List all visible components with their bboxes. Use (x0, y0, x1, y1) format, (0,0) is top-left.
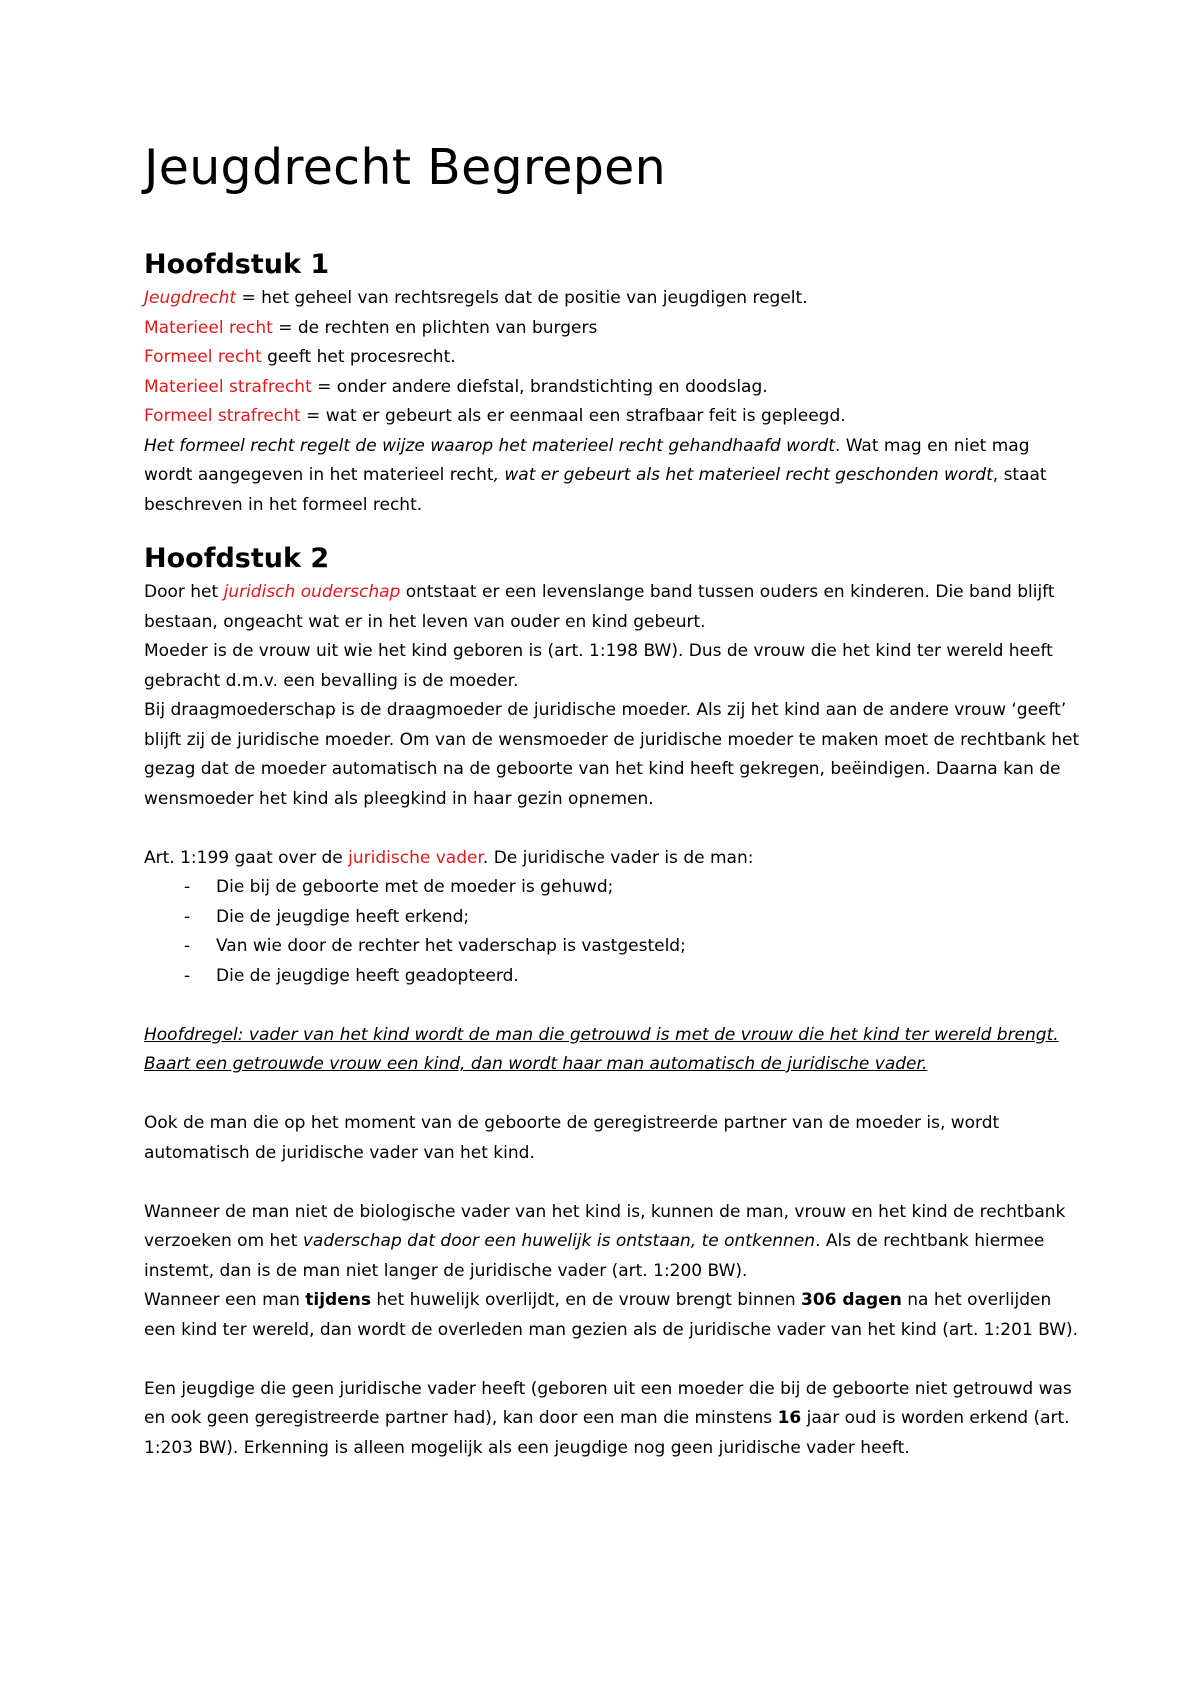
definition-formeel-recht: Formeel recht geeft het procesrecht. (144, 347, 456, 367)
term-jeugdrecht: Jeugdrecht (144, 288, 237, 308)
chapter-2-heading: Hoofdstuk 2 (144, 543, 330, 574)
paragraph-juridisch-ouderschap: Door het juridisch ouderschap ontstaat er een levenslange band tussen ouders en kinderen. Die band blijft bestaan, ongeacht wat er in het leven van ouder en kind gebeurt. (144, 582, 1055, 632)
list-item: - Die de jeugdige heeft erkend; (184, 906, 470, 927)
list-item: - Van wie door de rechter het vaderschap is vastgesteld; (184, 936, 686, 956)
vader-criteria-list (144, 873, 1080, 991)
paragraph-erkenning: Een jeugdige die geen juridische vader heeft (geboren uit een moeder die bij de geboorte niet getrouwd was en ook geen geregistreerde partner had), kan door een man die minstens 16 jaar oud is worden erkend (art. 1:203 BW). Erkenning is alleen mogelijk als een jeugdige nog geen juridische vader heeft. (144, 1378, 1072, 1458)
term-materieel-strafrecht: Materieel strafrecht (144, 376, 312, 397)
term-formeel-strafrecht: Formeel strafrecht (144, 406, 301, 426)
paragraph-moeder: Moeder is de vrouw uit wie het kind geboren is (art. 1:198 BW). Dus de vrouw die het kind ter wereld heeft gebracht d.m.v. een bevalling is de moeder. (144, 641, 1053, 691)
paragraph-geregistreerde-partner: Ook de man die op het moment van de geboorte de geregistreerde partner van de moeder is, wordt automatisch de juridische vader van het kind. (144, 1113, 1000, 1163)
paragraph-ontkenning-vaderschap: Wanneer de man niet de biologische vader van het kind is, kunnen de man, vrouw en het kind de rechtbank verzoeken om het vaderschap dat door een huwelijk is ontstaan, te ontkennen. Als de rechtbank hiermee instemt, dan is de man niet langer de juridische vader (art. 1:200 BW). (144, 1201, 1066, 1281)
term-juridische-vader: juridische vader (348, 847, 483, 868)
document-title: Jeugdrecht Begrepen (144, 139, 666, 196)
paragraph-draagmoederschap: Bij draagmoederschap is de draagmoeder de juridische moeder. Als zij het kind aan de andere vrouw ‘geeft’ blijft zij de juridische moeder. Om van de wensmoeder de juridische moeder te maken moet de rechtbank het gezag dat de moeder automatisch na de geboorte van het kind heeft gekregen, beëindigen. Daarna kan de wensmoeder het kind als pleegkind in haar gezin opnemen. (144, 700, 1080, 809)
hoofdregel-paragraph: Hoofdregel: vader van het kind wordt de man die getrouwd is met de vrouw die het kind ter wereld brengt. Baart een getrouwde vrouw een kind, dan wordt haar man automatisch de juridische vader. (144, 1024, 1059, 1074)
definition-jeugdrecht: Jeugdrecht = het geheel van rechtsregels dat de positie van jeugdigen regelt. (144, 288, 808, 308)
chapter-1-heading: Hoofdstuk 1 (144, 249, 330, 280)
definition-materieel-strafrecht: Materieel strafrecht = onder andere diefstal, brandstichting en doodslag. (144, 376, 768, 397)
term-materieel-recht: Materieel recht (144, 317, 273, 338)
term-formeel-recht: Formeel recht (144, 347, 262, 367)
paragraph-formeel-materieel: Het formeel recht regelt de wijze waarop het materieel recht gehandhaafd wordt. Wat mag en niet mag wordt aangegeven in het materieel recht, wat er gebeurt als het materieel recht geschonden wordt, staat beschreven in het formeel recht. (144, 435, 1047, 515)
list-item: - Die de jeugdige heeft geadopteerd. (184, 965, 519, 986)
paragraph-overlijden: Wanneer een man tijdens het huwelijk overlijdt, en de vrouw brengt binnen 306 dagen na het overlijden een kind ter wereld, dan wordt de overleden man gezien als de juridische vader van het kind (art. 1:201 BW). (144, 1290, 1079, 1340)
list-item: - Die bij de geboorte met de moeder is gehuwd; (184, 877, 614, 897)
definition-formeel-strafrecht: Formeel strafrecht = wat er gebeurt als er eenmaal een strafbaar feit is gepleegd. (144, 406, 846, 426)
paragraph-juridische-vader: Art. 1:199 gaat over de juridische vader. De juridische vader is de man: (144, 847, 754, 868)
term-juridisch-ouderschap: juridisch ouderschap (223, 582, 401, 602)
definition-materieel-recht: Materieel recht = de rechten en plichten van burgers (144, 317, 598, 338)
